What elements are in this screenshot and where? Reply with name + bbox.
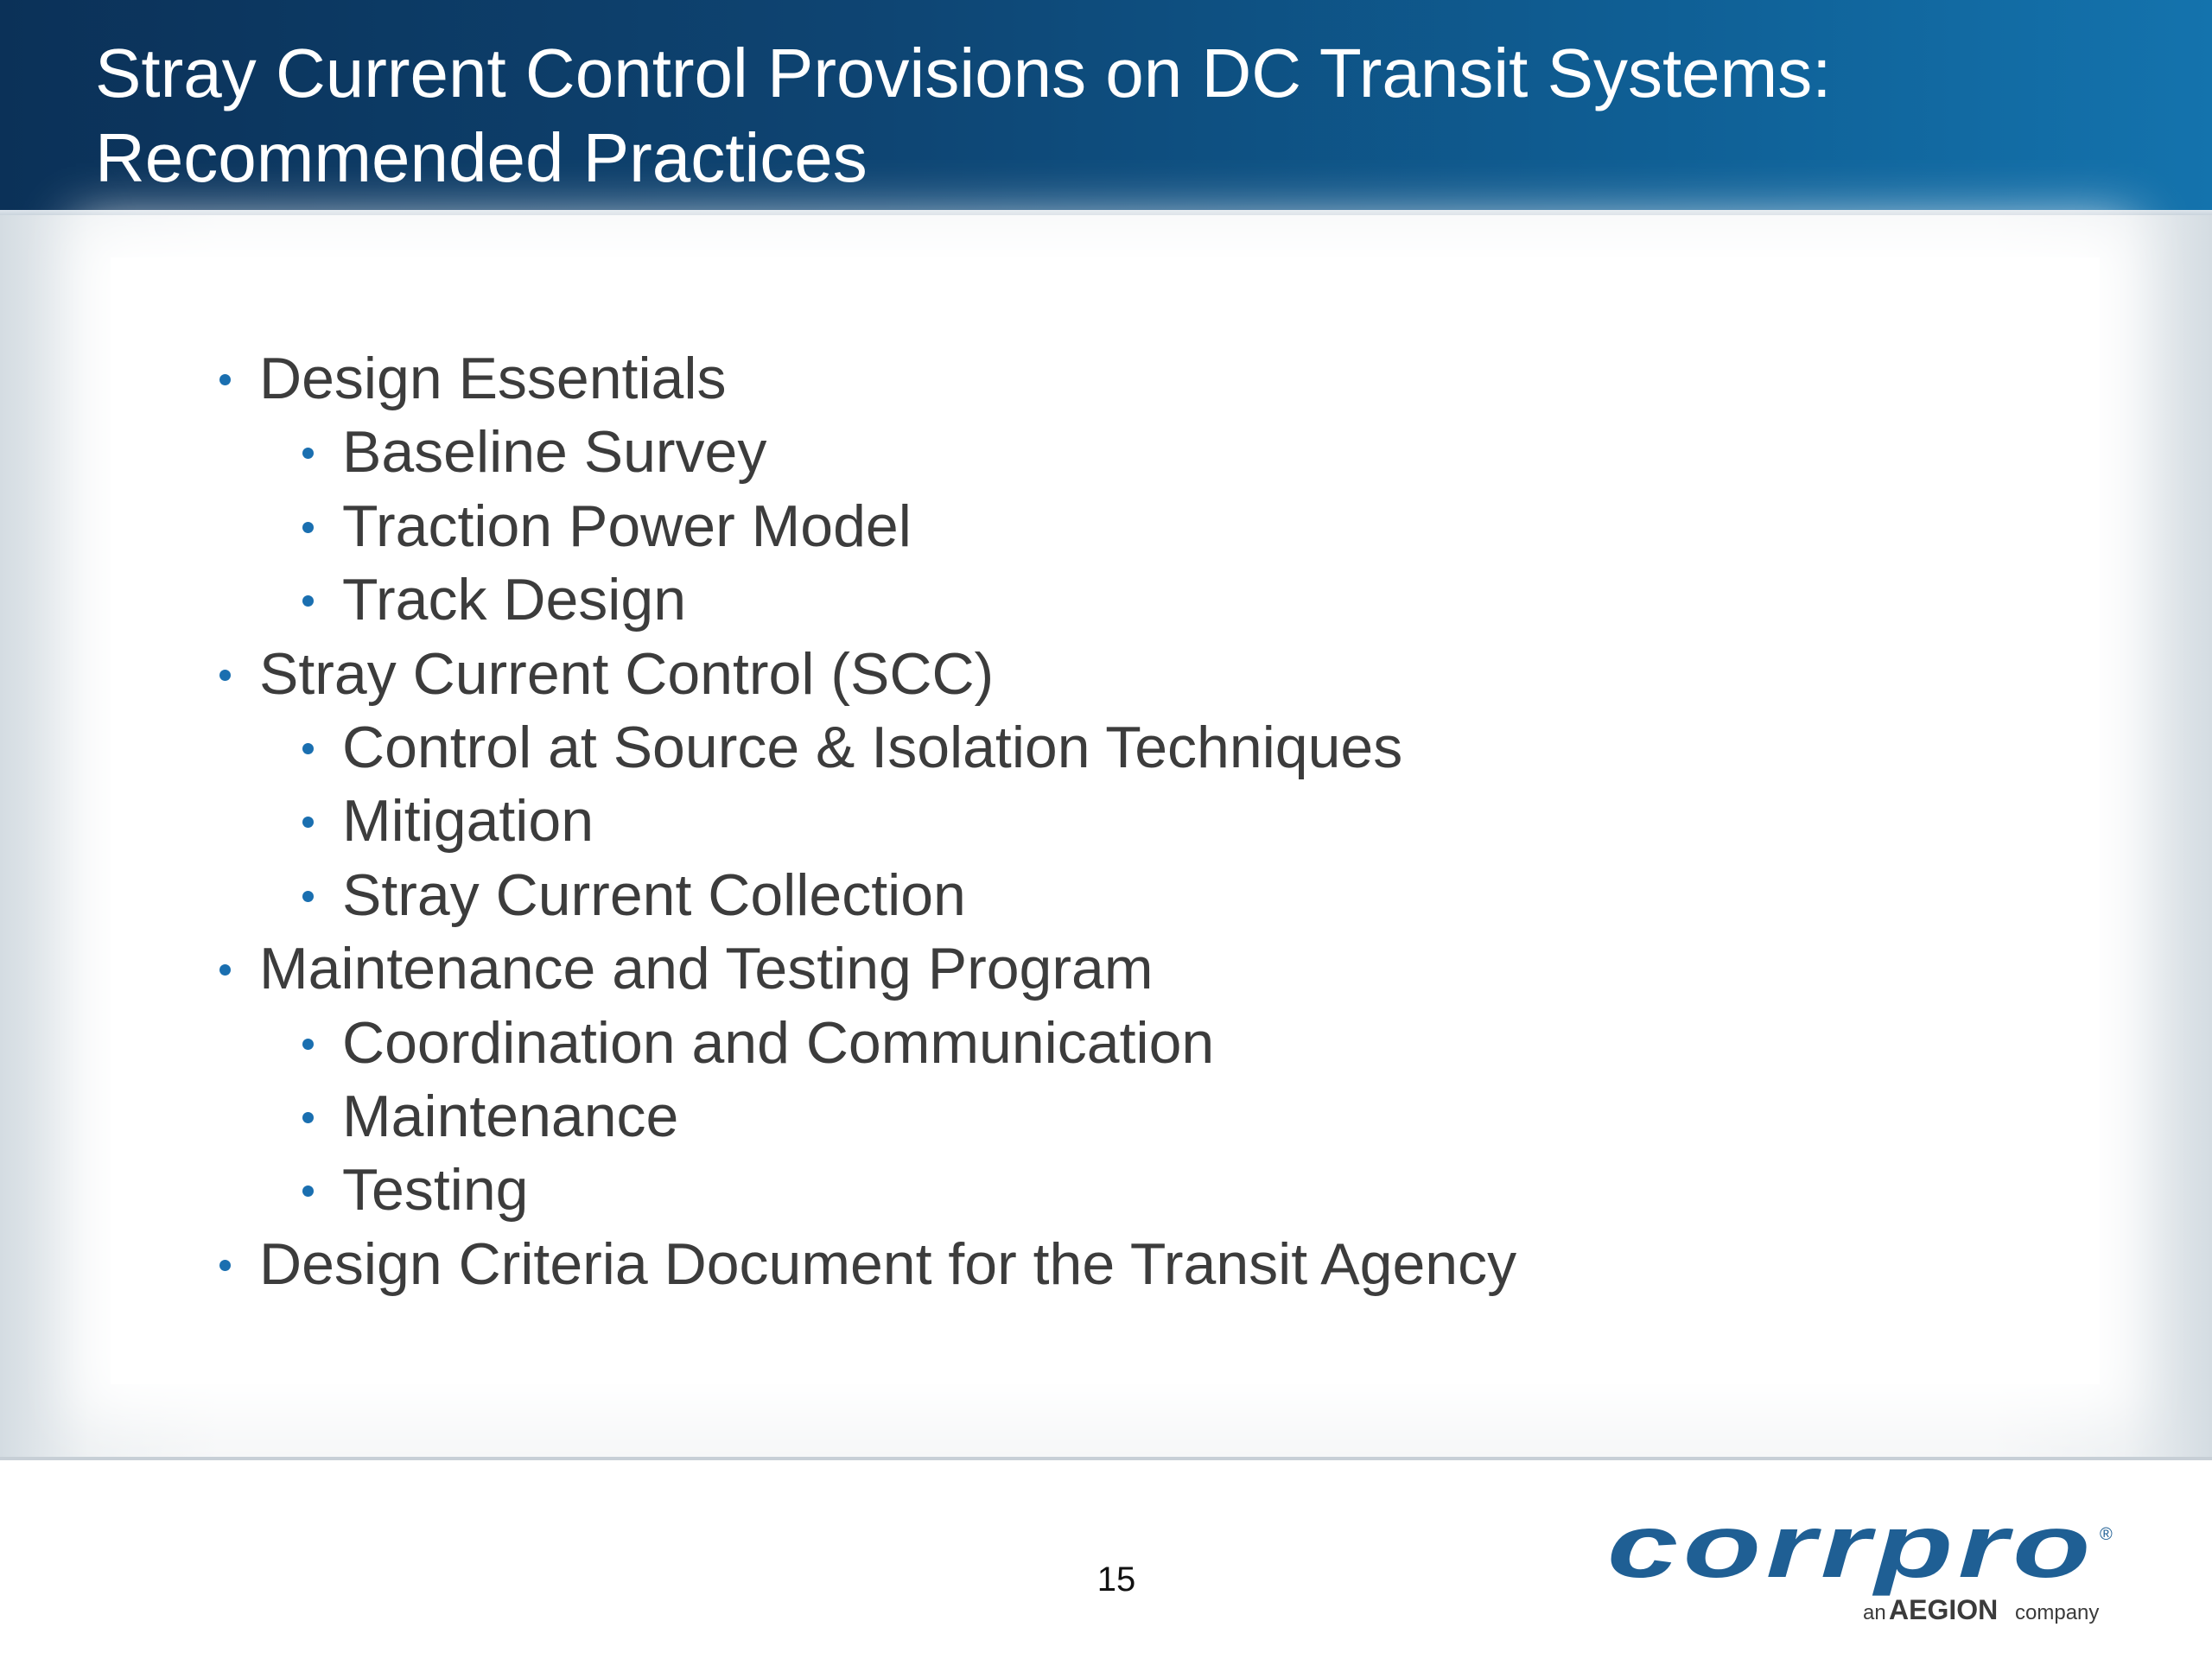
sub-bullet-item: [216, 1154, 2031, 1227]
bullet-dot-icon: [302, 522, 314, 533]
logo-tagline-brand: AEGION: [1889, 1594, 1999, 1625]
content-bottom-divider: [0, 1457, 2212, 1460]
slide-title: [95, 31, 2152, 200]
logo-tagline-suffix: company: [2015, 1601, 2100, 1624]
bullet-dot-icon: [302, 817, 314, 828]
sub-bullet-item: [216, 416, 2031, 489]
sub-bullet-item: [216, 785, 2031, 858]
slide-title-line-1: Stray Current Control Provisions on DC Transit Systems:: [95, 35, 1832, 111]
bullet-text: Design Essentials: [259, 346, 727, 411]
slide-title-line-2: Recommended Practices: [95, 119, 868, 196]
sub-bullet-item: [216, 490, 2031, 563]
bullet-dot-icon: [219, 1260, 231, 1271]
sub-bullet-text: Coordination and Communication: [342, 1009, 1215, 1076]
bullet-dot-icon: [302, 1185, 314, 1197]
sub-bullet-item: [216, 1007, 2031, 1080]
bullet-item: [216, 342, 2031, 416]
logo-registered-mark: ®: [2100, 1525, 2113, 1544]
bullet-dot-icon: [219, 670, 231, 681]
sub-bullet-text: Testing: [342, 1157, 529, 1224]
sub-bullet-item: [216, 711, 2031, 785]
bullet-dot-icon: [302, 1039, 314, 1050]
bullet-item: [216, 1228, 2031, 1301]
sub-bullet-item: [216, 859, 2031, 932]
sub-bullet-text: Maintenance: [342, 1084, 679, 1150]
sub-bullet-text: Control at Source & Isolation Techniques: [342, 715, 1403, 781]
logo-wordmark: corrpro: [1607, 1497, 2095, 1597]
bullet-dot-icon: [302, 1112, 314, 1123]
bullet-dot-icon: [302, 448, 314, 459]
bullet-text: Design Criteria Document for the Transit Agency: [259, 1230, 1517, 1297]
bullet-text: Maintenance and Testing Program: [259, 936, 1154, 1002]
bullet-item: [216, 932, 2031, 1006]
bullet-dot-icon: [219, 964, 231, 976]
bullet-text: Stray Current Control (SCC): [259, 640, 995, 707]
bullet-item: [216, 638, 2031, 711]
sub-bullet-item: [216, 563, 2031, 637]
sub-bullet-text: Stray Current Collection: [342, 861, 966, 928]
logo-tagline-prefix: an: [1863, 1601, 1886, 1624]
bullet-dot-icon: [219, 374, 231, 385]
sub-bullet-text: Track Design: [342, 567, 687, 633]
sub-bullet-text: Traction Power Model: [342, 493, 912, 559]
corrpro-logo: [1607, 1495, 2126, 1633]
sub-bullet-item: [216, 1080, 2031, 1154]
sub-bullet-text: Baseline Survey: [342, 419, 767, 486]
bullet-dot-icon: [302, 891, 314, 902]
bullet-dot-icon: [302, 595, 314, 607]
page-number: 15: [1096, 1560, 1136, 1599]
bullet-list: [216, 342, 2031, 1301]
bullet-dot-icon: [302, 743, 314, 754]
sub-bullet-text: Mitigation: [342, 788, 594, 855]
